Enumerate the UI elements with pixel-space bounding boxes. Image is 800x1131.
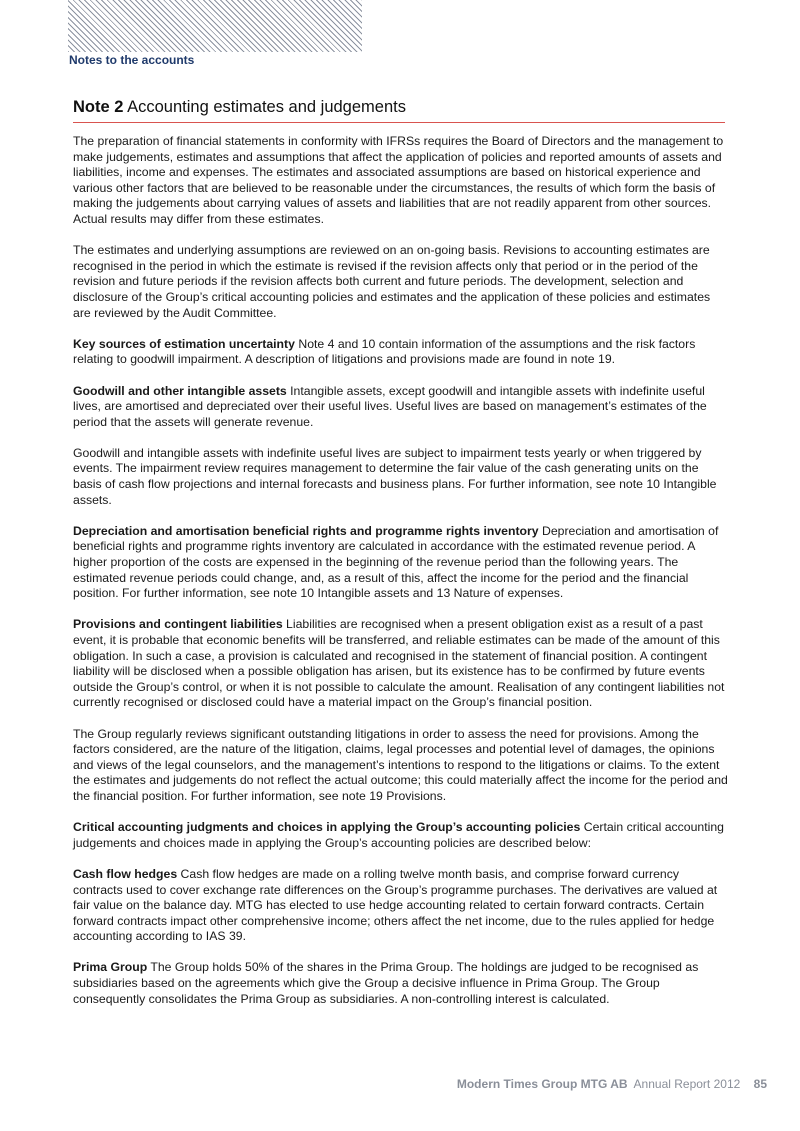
paragraph — [73, 617, 728, 711]
note-number: Note 2 — [73, 98, 124, 116]
paragraph-lead: Key sources of estimation uncertainty — [73, 336, 295, 351]
note-title: Accounting estimates and judgements — [127, 98, 406, 116]
paragraph-text: The Group holds 50% of the shares in the Prima Group. The holdings are judged to be recognised as subsidiaries based on the agreements which give the Group a decisive influence in Prima Group. The Group consequently consolidates the Prima Group as subsidiaries. A non-controlling interest is calculated. — [73, 960, 699, 1006]
paragraph — [73, 134, 728, 228]
paragraph — [73, 960, 728, 1007]
footer-report: Annual Report 2012 — [633, 1077, 741, 1091]
paragraph-text: Goodwill and intangible assets with indefinite useful lives are subject to impairment tests yearly or when triggered by events. The impairment review requires management to determine the fair value of the cash generating units on the basis of cash flow projections and internal forecasts and business plans. For further information, see note 10 Intangible assets. — [73, 445, 717, 507]
paragraph-text: Cash flow hedges are made on a rolling twelve month basis, and comprise forward currency contracts used to cover exchange rate differences on the Group’s programme purchases. The derivatives are valued at fair value on the balance day. MTG has elected to use hedge accounting related to certain forward contracts. Certain forward contracts impact other comprehensive income; others affect the net income, due to the rules applied for hedge accounting according to IAS 39. — [73, 866, 718, 944]
note-body — [73, 134, 728, 1023]
page-number: 85 — [753, 1077, 767, 1091]
paragraph — [73, 446, 728, 508]
paragraph-text: The preparation of financial statements in conformity with IFRSs requires the Board of Directors and the management to make judgements, estimates and assumptions that affect the application of policies and reported amounts of assets and liabilities, income and expenses. The estimates and associated assumptions are based on historical experience and various other factors that are believed to be reasonable under the circumstances, the results of which form the basis of making the judgements about carrying values of assets and liabilities that are not readily apparent from other sources. Actual results may differ from these estimates. — [73, 134, 724, 226]
page-footer — [457, 1077, 767, 1091]
paragraph — [73, 384, 728, 431]
paragraph-lead: Critical accounting judgments and choices in applying the Group’s accounting policies — [73, 820, 581, 835]
section-label: Notes to the accounts — [69, 53, 195, 67]
paragraph-lead: Provisions and contingent liabilities — [73, 617, 283, 632]
paragraph — [73, 337, 728, 368]
paragraph — [73, 867, 728, 945]
paragraph — [73, 524, 728, 602]
footer-company: Modern Times Group MTG AB — [456, 1077, 628, 1091]
paragraph-lead: Goodwill and other intangible assets — [73, 383, 287, 398]
paragraph — [73, 243, 728, 321]
paragraph-text: The estimates and underlying assumptions are reviewed on an on-going basis. Revisions to accounting estimates are recognised in the period in which the estimate is revised if the revision affects only that period or in the period of the revision and future periods if the revision affects both current and future periods. The development, selection and disclosure of the Group’s critical accounting policies and estimates and the application of these policies and estimates are reviewed by the Audit Committee. — [73, 243, 711, 320]
paragraph-text: Note 4 and 10 contain information of the assumptions and the risk factors relating to goodwill impairment. A description of litigations and provisions made are found in note 19. — [73, 336, 696, 367]
note-heading — [73, 98, 725, 123]
paragraph — [73, 727, 728, 805]
paragraph-text: Liabilities are recognised when a present obligation exist as a result of a past event, it is probable that economic benefits will be transferred, and reliable estimates can be made of the amount of this obligation. In such a case, a provision is calculated and recognised in the statement of financial position. A contingent liability will be disclosed when a possible obligation has arisen, but its existence has to be confirmed by future events outside the Group’s control, or when it is not possible to calculate the amount. Realisation of any contingent liabilities not currently recognised or disclosed could have a material impact on the Group’s financial position. — [73, 617, 725, 710]
paragraph-text: Certain critical accounting judgements and choices made in applying the Group’s accounting policies are described below: — [73, 820, 724, 850]
paragraph-lead: Depreciation and amortisation beneficial rights and programme rights inventory — [73, 523, 539, 538]
header-hatch-pattern — [68, 0, 362, 52]
paragraph-text: Depreciation and amortisation of beneficial rights and programme rights inventory are calculated in accordance with the estimated revenue period. A higher proportion of the costs are expensed in the beginning of the revenue period than the following years. The estimated revenue periods could change, and, as a result of this, affect the income for the period and the financial position. For further information, see note 10 Intangible assets and 13 Nature of expenses. — [73, 523, 719, 601]
paragraph-text: Intangible assets, except goodwill and intangible assets with indefinite useful lives, are amortised and depreciated over their useful lives. Useful lives are based on management’s estimates of the period that the assets will generate revenue. — [73, 383, 707, 429]
paragraph-lead: Prima Group — [73, 960, 148, 975]
paragraph-lead: Cash flow hedges — [73, 866, 178, 881]
paragraph-text: The Group regularly reviews significant outstanding litigations in order to assess the need for provisions. Among the factors considered, are the nature of the litigation, claims, legal processes and potential level of damages, the opinions and views of the legal counselors, and the management’s intentions to respond to the litigations or claims. To the extent the estimates and judgements do not reflect the actual outcome; this could materially affect the income for the period and the financial position. For further information, see note 19 Provisions. — [73, 726, 728, 803]
paragraph — [73, 820, 728, 851]
